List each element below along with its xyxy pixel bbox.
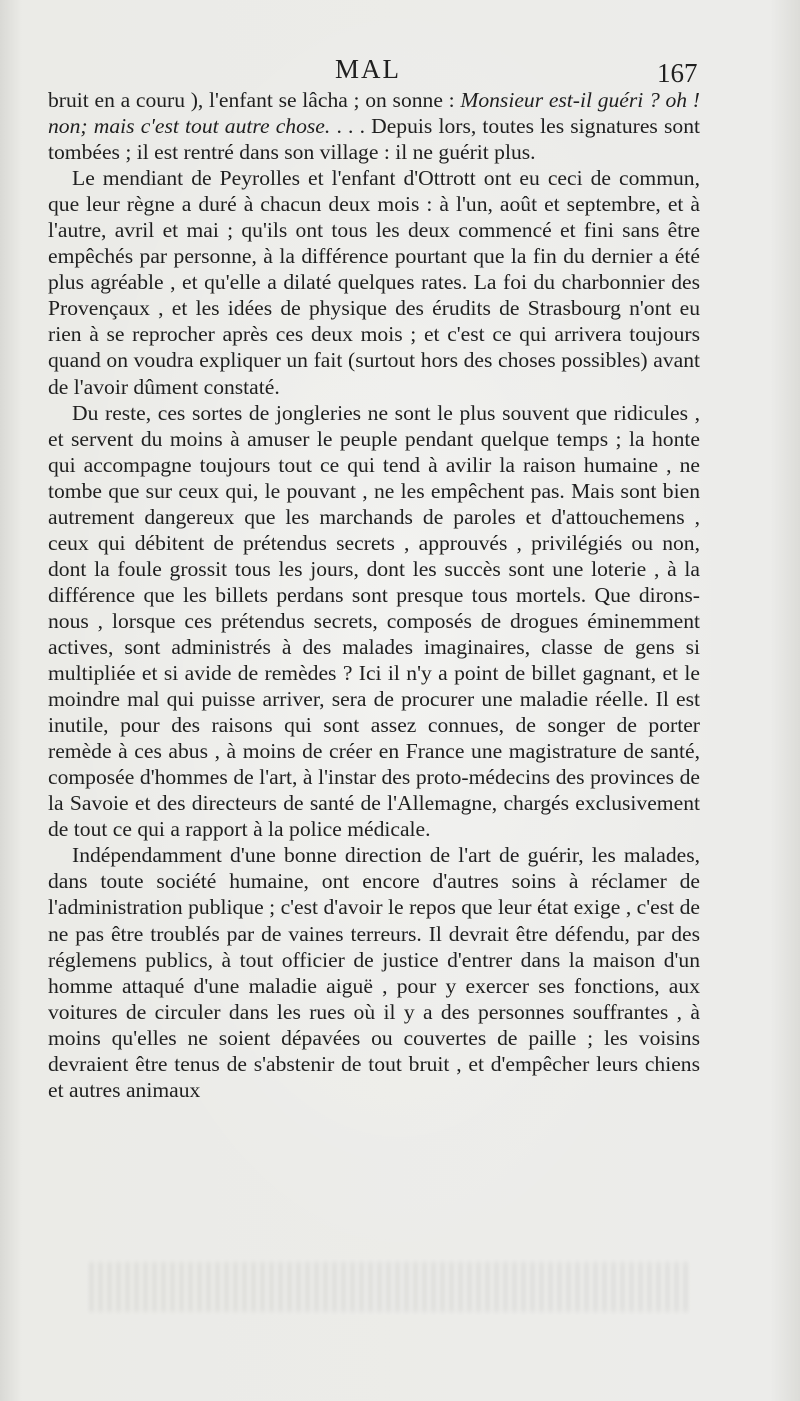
text-segment: Du reste, ces sortes de jongleries ne sont le plus souvent que ridicules , et servent du moins à amuser le peuple pendant quelque temps ; la honte qui accompagne toujours tout ce qui tend à avilir la raison humaine , ne tombe que sur ceux qui, le pouvant , ne les empêchent pas. Mais sont bien autrement dangereux que les marchands de paroles et d'attouchemens , ceux qui débitent de prétendus secrets , approuvés , privilégiés ou non, dont la foule grossit tous les jours, dont les succès sont une loterie , à la différence que les billets perdans sont presque tous mortels. Que dirons-nous , lorsque ces prétendus secrets, composés de drogues éminemment actives, sont administrés à des malades imaginaires, classe de gens si multipliée et si avide de remèdes ? Ici il n'y a point de billet gagnant, et le moindre mal qui puisse arriver, sera de procurer une maladie réelle. Il est inutile, pour des raisons qui sont assez connues, de songer de porter remède à ces abus , à moins de créer en France une magistrature de santé, composée d'hommes de l'art, à l'instar des proto-médecins des provinces de la Savoie et des directeurs de santé de l'Allemagne, chargés exclusivement de tout ce qui a rapport à la police médicale.	[48, 400, 700, 842]
text-segment: . . . Depuis lors, toutes les signatures sont tombées ; il est rentré dans son village : il ne guérit plus.	[48, 114, 700, 165]
paragraph	[48, 842, 700, 1102]
body-text	[48, 87, 700, 1103]
paragraph	[48, 165, 700, 399]
text-segment: Indépendamment d'une bonne direction de l'art de guérir, les malades, dans toute société humaine, ont encore d'autres soins à réclamer de l'administration publique ; c'est d'avoir le repos que leur état exige , c'est de ne pas être troublés par de vaines terreurs. Il devrait être défendu, par des réglemens publics, à tout officier de justice d'entrer dans la maison d'un homme attaqué d'une maladie aiguë , pour y exercer ses fonctions, aux voitures de circuler dans les rues où il y a des personnes souffrantes , à moins qu'elles ne soient dépavées ou couvertes de paille ; les voisins devraient être tenus de s'abstenir de tout bruit , et d'empêcher leurs chiens et autres animaux	[48, 843, 700, 1102]
paragraph	[48, 87, 700, 165]
text-segment: bruit en a couru ), l'enfant se lâcha ; on sonne :	[48, 88, 461, 112]
page-number: 167	[657, 58, 698, 88]
show-through-text	[90, 1262, 690, 1312]
paragraph	[48, 400, 700, 843]
running-head: MAL	[335, 54, 401, 84]
italic-text: Monsieur est-il guéri ? oh ! non; mais c'est tout autre chose.	[48, 88, 700, 139]
text-segment: Le mendiant de Peyrolles et l'enfant d'Ottrott ont eu ceci de commun, que leur règne a duré à chacun deux mois : à l'un, août et septembre, et à l'autre, avril et mai ; qu'ils ont tous les deux commencé et fini sans être empêchés par personne, à la différence pourtant que la fin du dernier a été plus agréable , et qu'elle a dilaté quelques rates. La foi du charbonnier des Provençaux , et les idées de physique des érudits de Strasbourg n'ont eu rien à se reprocher après ces deux mois ; et c'est ce qui arrivera toujours quand on voudra expliquer un fait (surtout hors des choses possibles) avant de l'avoir dûment constaté.	[48, 166, 700, 399]
